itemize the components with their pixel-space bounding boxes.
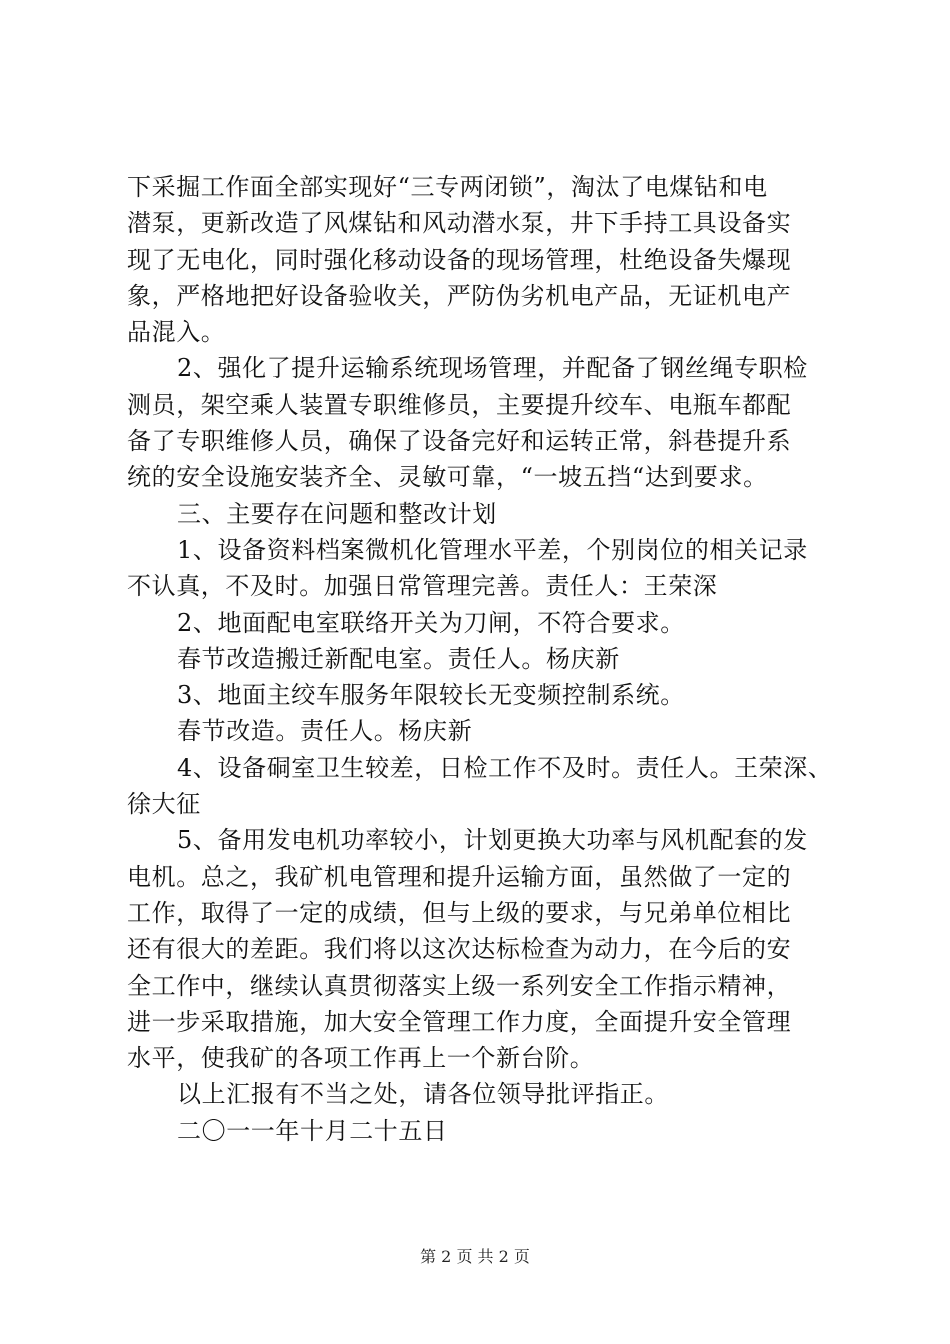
text-line: 春节改造。责任人。杨庆新 xyxy=(177,717,473,746)
section-heading: 三、主要存在问题和整改计划 xyxy=(177,499,497,528)
text-line: 测员，架空乘人装置专职维修员，主要提升绞车、电瓶车都配 xyxy=(127,390,792,419)
document-body xyxy=(127,169,837,1149)
date-line: 二〇一一年十月二十五日 xyxy=(177,1116,448,1145)
text-line: 象，严格地把好设备验收关，严防伪劣机电产品，无证机电产 xyxy=(127,281,792,310)
text-line: 全工作中，继续认真贯彻落实上级一系列安全工作指示精神， xyxy=(127,971,792,1000)
text-line: 5、备用发电机功率较小，计划更换大功率与风机配套的发 xyxy=(177,826,808,855)
text-line: 2、强化了提升运输系统现场管理，并配备了钢丝绳专职检 xyxy=(177,354,808,383)
text-line: 品混入。 xyxy=(127,318,226,347)
text-line: 3、地面主绞车服务年限较长无变频控制系统。 xyxy=(177,681,685,710)
text-line: 现了无电化，同时强化移动设备的现场管理，杜绝设备失爆现 xyxy=(127,245,792,274)
text-line: 进一步采取措施，加大安全管理工作力度，全面提升安全管理 xyxy=(127,1007,792,1036)
text-line: 潜泵，更新改造了风煤钻和风动潜水泵，井下手持工具设备实 xyxy=(127,209,792,238)
text-line: 下采掘工作面全部实现好“三专两闭锁”，淘汰了电煤钻和电 xyxy=(127,173,768,201)
text-line: 还有很大的差距。我们将以这次达标检查为动力，在今后的安 xyxy=(127,935,792,964)
page-footer: 第 2 页 共 2 页 xyxy=(420,1247,530,1266)
text-line: 统的安全设施安装齐全、灵敏可靠，“一坡五挡“达到要求。 xyxy=(127,463,768,492)
text-line: 不认真，不及时。加强日常管理完善。责任人：王荣深 xyxy=(127,572,718,601)
text-line: 1、设备资料档案微机化管理水平差，个别岗位的相关记录 xyxy=(177,535,808,564)
text-line: 4、设备硐室卫生较差，日检工作不及时。责任人。王荣深、 xyxy=(177,753,833,782)
text-line: 工作，取得了一定的成绩，但与上级的要求，与兄弟单位相比 xyxy=(127,898,792,927)
text-line: 徐大征 xyxy=(127,790,201,819)
text-line: 水平，使我矿的各项工作再上一个新台阶。 xyxy=(127,1044,595,1073)
text-line: 电机。总之，我矿机电管理和提升运输方面，虽然做了一定的 xyxy=(127,862,792,891)
text-line: 2、地面配电室联络开关为刀闸，不符合要求。 xyxy=(177,608,685,637)
text-line: 备了专职维修人员，确保了设备完好和运转正常，斜巷提升系 xyxy=(127,427,792,456)
closing-line: 以上汇报有不当之处，请各位领导批评指正。 xyxy=(177,1080,669,1109)
text-line: 春节改造搬迁新配电室。责任人。杨庆新 xyxy=(177,644,620,673)
